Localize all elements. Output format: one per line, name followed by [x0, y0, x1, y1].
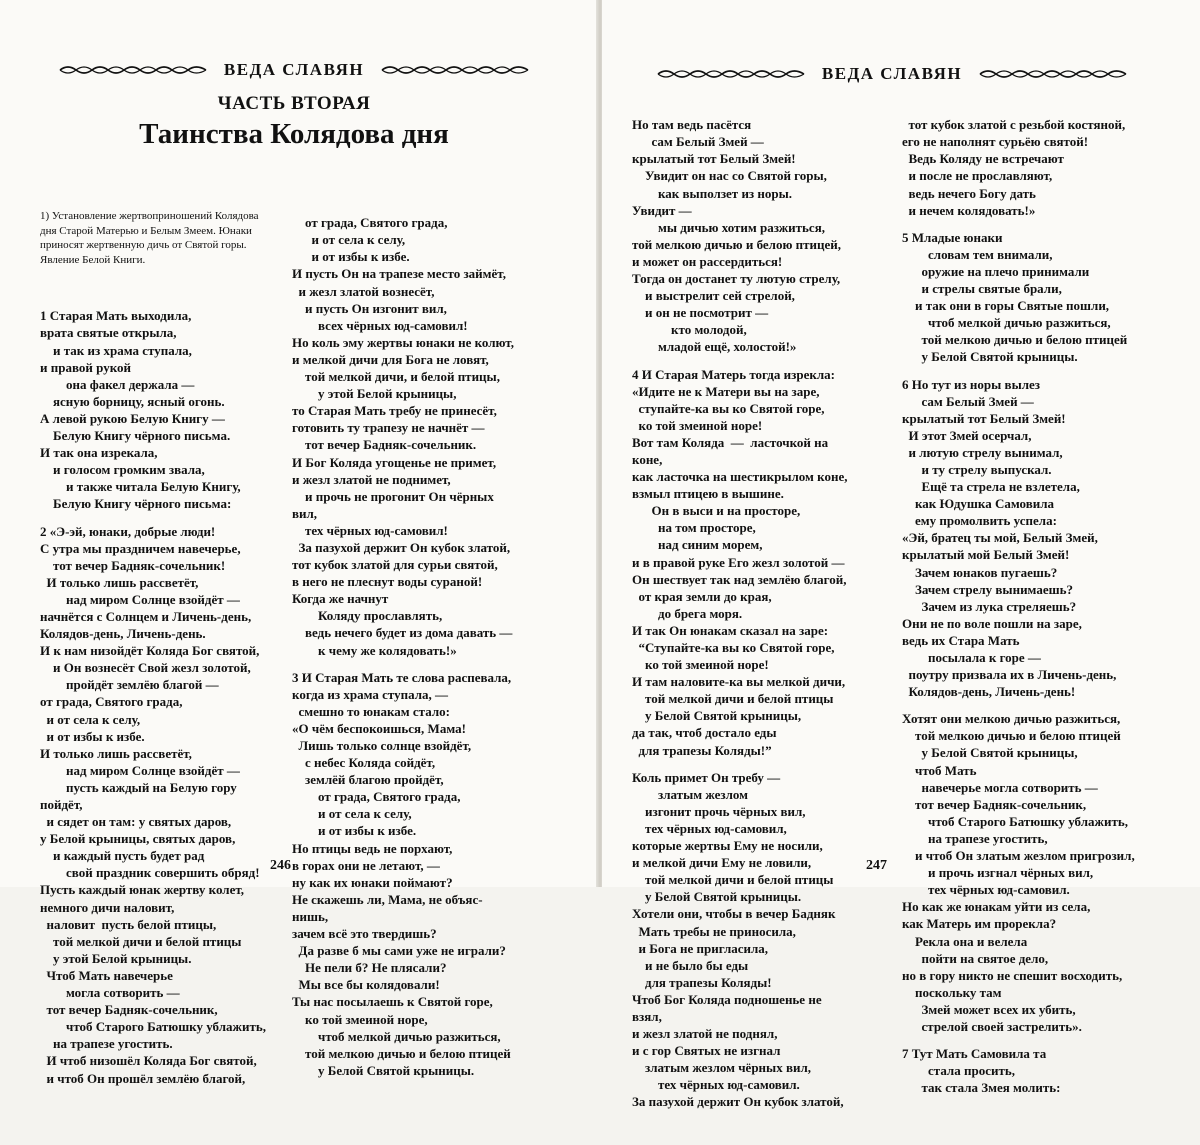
verse-line: Но птицы ведь не порхают, [292, 840, 453, 856]
verse-line: 7 Тут Мать Самовила та [902, 1046, 1047, 1062]
verse-line: той мелкою дичью и белою птицей, [632, 236, 842, 252]
verse-line: от града, Святого града, [292, 789, 461, 805]
verse-line: в него не плеснут воды сураной! [292, 574, 483, 590]
verse-line: Чтоб Бог Коляда подношенье не [632, 991, 822, 1007]
verse-line: Хотят они мелкою дичью разжиться, [902, 711, 1121, 727]
verse-line: смешно то юнакам стало: [292, 703, 450, 719]
ornament-left-icon [656, 67, 806, 81]
verse-line: и выстрелит сей стрелой, [632, 288, 795, 304]
verse-line: тех чёрных юд-самовил. [632, 1077, 800, 1093]
verse-line: от града, Святого града, [292, 215, 448, 231]
verse-line: поутру призвала их в Личень-день, [902, 667, 1117, 683]
verse-line: и голосом громким звала, [40, 462, 205, 478]
verse-line: до брега моря. [632, 605, 743, 621]
verse-line: и он не посмотрит — [632, 305, 769, 321]
verse-line: Пусть каждый юнак жертву колет, [40, 882, 245, 898]
verse-line: Увидит он нас со Святой горы, [632, 168, 827, 184]
verse-line: пройдёт землёю благой — [40, 677, 219, 693]
verse-line: сам Белый Змей — [632, 134, 764, 150]
verse-line: она факел держала — [40, 376, 195, 392]
verse-line: тот кубок златой для сурьи святой, [292, 557, 498, 573]
verse-line: коне, [632, 451, 663, 467]
verse-line: над миром Солнце взойдёт — [40, 762, 240, 778]
verse-line: и в правой руке Его жезл золотой — [632, 554, 845, 570]
verse-line: младой ещё, холостой!» [632, 339, 797, 355]
verse-line: у Белой Святой крыницы. [632, 889, 802, 905]
verse-line: и от избы к избе. [292, 823, 417, 839]
ornament-left-icon [58, 63, 208, 77]
verse-line: ведь их Стара Мать [902, 632, 1020, 648]
verse-line: и мелкой дичи для Бога не ловят, [292, 351, 489, 367]
verse-lines [632, 116, 894, 1110]
verse-line: и прочь изгнал чёрных вил, [902, 865, 1094, 881]
verse-line: у Белой Святой крыницы, [902, 745, 1078, 761]
verse-line: как ласточка на шестикрылом коне, [632, 469, 848, 485]
verse-line: ко той змеиной норе, [292, 1011, 428, 1027]
verse-line: «О чём беспокоишься, Мама! [292, 720, 466, 736]
stanza-gap [902, 700, 1164, 710]
verse-line: той мелкой дичи и белой птицы [632, 872, 834, 888]
verse-line: Не скажешь ли, Мама, не объяс- [292, 891, 483, 907]
verse-line: С утра мы праздничем навечерье, [40, 540, 241, 556]
ornament-right-icon [978, 67, 1128, 81]
chapter-title: Таинства Колядова дня [139, 118, 449, 150]
verse-line: немного дичи наловит, [40, 899, 175, 915]
verse-line: 6 Но тут из норы вылез [902, 376, 1041, 392]
verse-line: Но там ведь пасётся [632, 117, 752, 133]
verse-line: И только лишь рассветёт, [40, 574, 199, 590]
verse-line: Зачем стрелу вынимаешь? [902, 581, 1073, 597]
verse-line: зачем всё это твердишь? [292, 926, 437, 942]
verse-line: Колядов-день, Личень-день! [902, 684, 1076, 700]
verse-line: А левой рукою Белую Книгу — [40, 410, 225, 426]
verse-line: и пусть Он изгонит вил, [292, 300, 447, 316]
verse-line: той мелкою дичью и белою птицей [902, 728, 1121, 744]
verse-line: с небес Коляда сойдёт, [292, 755, 436, 771]
verse-line: и жезл златой не поднимет, [292, 471, 451, 487]
page-number: 246 [270, 858, 291, 873]
verse-line: Коляду прославлять, [292, 608, 443, 624]
verse-line: взял, [632, 1008, 662, 1024]
verse-line: Вот там Коляда — ласточкой на [632, 434, 829, 450]
running-head [40, 58, 548, 82]
verse-line: и чтоб Он златым жезлом пригрозил, [902, 848, 1135, 864]
verse-line: как выползет из норы. [632, 185, 793, 201]
verse-line: Рекла она и велела [902, 933, 1028, 949]
verse-line: и прочь не прогонит Он чёрных [292, 488, 494, 504]
verse-line: Белую Книгу чёрного письма: [40, 496, 232, 512]
verse-line: на трапезе угостить. [40, 1036, 173, 1052]
verse-line: мы дичью хотим разжиться, [632, 219, 825, 235]
verse-line: 5 Младые юнаки [902, 229, 1003, 245]
verse-line: Чтоб Мать навечерье [40, 967, 173, 983]
verse-line: кто молодой, [632, 322, 747, 338]
verse-line: 4 И Старая Матерь тогда изрекла: [632, 366, 835, 382]
left-page [0, 0, 598, 1086]
verse-line: стала просить, [902, 1063, 1015, 1079]
verse-line: для трапезы Коляды!” [632, 742, 772, 758]
verse-line: Зачем юнаков пугаешь? [902, 564, 1058, 580]
verse-line: и жезл златой не поднял, [632, 1026, 778, 1042]
verse-line: И чтоб низошёл Коляда Бог святой, [40, 1053, 257, 1069]
chapter-summary: 1) Установление жертвоприношений Колядова дня Старой Матерью и Белым Змеем. Юнаки приносят жертвенную дичь от Святой горы. Явление Белой Книги. [40, 210, 259, 266]
verse-line: и от села к селу, [292, 232, 406, 248]
running-title: ВЕДА СЛАВЯН [821, 64, 963, 83]
verse-line: на том просторе, [632, 520, 756, 536]
verse-line: словам тем внимали, [902, 246, 1053, 262]
verse-line: Он шествует так над землёю благой, [632, 571, 847, 587]
verse-line: и нечем колядовать!» [902, 202, 1036, 218]
verse-line: наловит пусть белой птицы, [40, 916, 217, 932]
verse-line: пойти на святое дело, [902, 950, 1049, 966]
verse-line: землёй благою пройдёт, [292, 772, 444, 788]
verse-line: той мелкой дичи и белой птицы [632, 691, 834, 707]
verse-line: ему промолвить успела: [902, 513, 1057, 529]
verse-line: к чему же колядовать!» [292, 642, 457, 658]
verse-line: и каждый пусть будет рад [40, 848, 205, 864]
verse-line: Да разве б мы сами уже не играли? [292, 943, 506, 959]
verse-line: на трапезе угостить, [902, 830, 1048, 846]
verse-line: посылала к горе — [902, 650, 1041, 665]
verse-line: тех чёрных юд-самовил! [292, 522, 448, 538]
verse-line: чтоб мелкой дичью разжиться, [292, 1028, 501, 1044]
verse-lines [292, 214, 554, 1079]
verse-line: Хотели они, чтобы в вечер Бадняк [632, 906, 836, 922]
verse-line: Колядов-день, Личень-день. [40, 626, 206, 642]
running-title: ВЕДА СЛАВЯН [223, 60, 365, 79]
verse-line: у Белой крыницы, святых даров, [40, 831, 236, 847]
verse-line: как Матерь им прорекла? [902, 916, 1057, 932]
verse-line: и Он вознесёт Свой жезл золотой, [40, 660, 251, 676]
verse-line: Не пели б? Не плясали? [292, 960, 447, 976]
verse-line: над синим морем, [632, 537, 763, 553]
verse-line: 1 Старая Мать выходила, [40, 308, 192, 324]
verse-line: у Белой Святой крыницы, [632, 708, 802, 724]
verse-line: и жезл златой вознесёт, [292, 283, 435, 299]
verse-line: Ещё та стрела не взлетела, [902, 479, 1080, 495]
verse-line: чтоб Мать [902, 762, 977, 778]
verse-line: ступайте-ка вы ко Святой горе, [632, 400, 825, 416]
verse-line: всех чёрных юд-самовил! [292, 317, 468, 333]
verse-line: и от села к селу, [292, 806, 412, 822]
verse-line: могла сотворить — [40, 985, 180, 1001]
verse-line: Тогда он достанет ту лютую стрелу, [632, 271, 841, 287]
verse-line: когда из храма ступала, — [292, 686, 448, 702]
verse-line: Когда же начнут [292, 591, 389, 607]
verse-line: у этой Белой крыницы, [292, 386, 457, 402]
verse-line: пойдёт, [40, 797, 83, 812]
verse-line: тот вечер Бадняк-сочельник, [40, 1002, 218, 1018]
verse-line: И Бог Коляда угощенье не примет, [292, 454, 497, 470]
verse-line: нишь, [292, 908, 329, 924]
right-page [602, 0, 1200, 1110]
verse-line: За пазухой держит Он кубок златой, [632, 1094, 844, 1110]
verse-line: И так она изрекала, [40, 445, 158, 461]
verse-line: За пазухой держит Он кубок златой, [292, 539, 511, 555]
verse-line: то Старая Мать требу не принесёт, [292, 403, 497, 419]
verse-line: врата святые открыла, [40, 325, 177, 341]
verse-line: его не наполнят сурьёю святой! [902, 134, 1089, 150]
verse-line: как Юдушка Самовила [902, 496, 1054, 512]
verse-line: «Идите не к Матери вы на заре, [632, 383, 820, 399]
verse-line: и так из храма ступала, [40, 342, 192, 358]
verse-line: 3 И Старая Мать те слова распевала, [292, 669, 512, 685]
verse-line: и от села к селу, [40, 711, 141, 727]
verse-line: той мелкою дичью и белою птицей [292, 1045, 511, 1061]
verse-line: Белую Книгу чёрного письма. [40, 428, 231, 444]
verse-line: но в гору никто не спешит восходить, [902, 967, 1123, 983]
verse-line: и от избы к избе. [292, 249, 410, 265]
verse-line: ведь нечего будет из дома давать — [292, 625, 513, 641]
verse-line: тот кубок златой с резьбой костяной, [902, 117, 1126, 133]
verse-line: и также читала Белую Книгу, [40, 479, 241, 495]
verse-line: навечерье могла сотворить — [902, 779, 1098, 795]
verse-line: пусть каждый на Белую гору [40, 779, 237, 795]
verse-line: «Эй, братец ты мой, Белый Змей, [902, 530, 1098, 546]
verse-line: которые жертвы Ему не носили, [632, 838, 823, 854]
verse-line: и стрелы святые брали, [902, 281, 1062, 297]
verse-line: той мелкою дичью и белою птицей [902, 332, 1128, 348]
verse-line: и после не прославляют, [902, 168, 1053, 184]
verse-line: Но коль эму жертвы юнаки не колют, [292, 334, 514, 350]
verse-line: взмыл птицею в вышине. [632, 486, 784, 502]
verse-line: и лютую стрелу вынимал, [902, 444, 1063, 460]
verse-line: тех чёрных юд-самовил. [902, 882, 1070, 898]
verse-line: И этот Змей осерчал, [902, 427, 1032, 443]
verse-line: от града, Святого града, [40, 694, 183, 710]
ornament-right-icon [380, 63, 530, 77]
verse-line: и так они в горы Святые пошли, [902, 298, 1110, 314]
verse-line: сам Белый Змей — [902, 393, 1034, 409]
verse-line: тот вечер Бадняк-сочельник. [292, 437, 477, 453]
verse-line: чтоб мелкой дичью разжиться, [902, 315, 1111, 331]
verse-line: чтоб Старого Батюшку ублажить, [902, 813, 1128, 829]
part-title: ЧАСТЬ ВТОРАЯ [217, 93, 371, 114]
verse-line: и с гор Святых не изгнал [632, 1043, 781, 1059]
verse-line: и не было бы еды [632, 957, 749, 973]
verse-line: Но как же юнакам уйти из села, [902, 899, 1091, 915]
verse-line: тот вечер Бадняк-сочельник! [40, 557, 226, 573]
verse-line: готовить ту трапезу не начнёт — [292, 420, 485, 436]
verse-line: и мелкой дичи Ему не ловили, [632, 855, 812, 871]
verse-line: крылатый тот Белый Змей! [902, 410, 1066, 426]
verse-line: свой праздник совершить обряд! [40, 865, 260, 881]
verse-line: чтоб Старого Батюшку ублажить, [40, 1019, 266, 1035]
verse-line: стрелой своей застрелить». [902, 1018, 1082, 1034]
text-column-right-2 [902, 82, 1164, 1131]
stanza-gap [902, 366, 1164, 376]
verse-line: Увидит — [632, 202, 692, 218]
verse-line: тех чёрных юд-самовил, [632, 820, 787, 836]
verse-line: в горах они не летают, — [292, 857, 440, 873]
verse-line: ну как их юнаки поймают? [292, 874, 453, 890]
verse-line: И только лишь рассветёт, [40, 745, 192, 761]
verse-line: и правой рукой [40, 359, 131, 375]
verse-line: от края земли до края, [632, 588, 772, 604]
verse-line: Зачем из лука стреляешь? [902, 598, 1077, 614]
verse-line: и ту стрелу выпускал. [902, 461, 1052, 477]
verse-line: вил, [292, 505, 318, 521]
verse-line: начнётся с Солнцем и Личень-день, [40, 608, 252, 624]
verse-line: И так Он юнакам сказал на заре: [632, 622, 829, 638]
verse-line: изгонит прочь чёрных вил, [632, 803, 806, 819]
verse-line: Змей может всех их убить, [902, 1001, 1076, 1017]
verse-line: так стала Змея молить: [902, 1080, 1061, 1096]
verse-line: поскольку там [902, 984, 1002, 1000]
verse-line: ко той змеиной норе! [632, 417, 763, 433]
verse-line: у Белой Святой крыницы. [902, 349, 1078, 365]
verse-line: И к нам низойдёт Коляда Бог святой, [40, 643, 260, 659]
verse-line: златым жезлом [632, 786, 748, 802]
stanza-gap [902, 1035, 1164, 1045]
verse-line: да так, чтоб достало еды [632, 725, 777, 741]
verse-line: крылатый мой Белый Змей! [902, 547, 1070, 563]
verse-line: и сядет он там: у святых даров, [40, 814, 232, 830]
verse-line: у Белой Святой крыницы. [292, 1062, 475, 1078]
stanza-gap [40, 513, 276, 523]
verse-line: Коль примет Он требу — [632, 769, 781, 785]
verse-line: крылатый тот Белый Змей! [632, 151, 796, 167]
verse-line: над миром Солнце взойдёт — [40, 591, 240, 607]
verse-line: той мелкой дичи и белой птицы [40, 933, 242, 949]
verse-line: Мы все бы колядовали! [292, 977, 440, 993]
verse-line: и может он рассердиться! [632, 253, 783, 269]
stanza-gap [632, 356, 894, 366]
verse-line: ясную борницу, ясный огонь. [40, 393, 225, 409]
verse-line: тот вечер Бадняк-сочельник, [902, 796, 1087, 812]
verse-line: И там наловите-ка вы мелкой дичи, [632, 674, 846, 690]
verse-line: И пусть Он на трапезе место займёт, [292, 266, 506, 282]
text-column-right-1 [632, 82, 894, 1145]
verse-line: 2 «Э-эй, юнаки, добрые люди! [40, 523, 216, 539]
verse-line: оружие на плечо принимали [902, 263, 1090, 279]
stanza-gap [292, 659, 554, 669]
verse-line: и Бога не пригласила, [632, 940, 769, 956]
verse-line: Он в выси и на просторе, [632, 503, 801, 519]
verse-line: Ты нас посылаешь к Святой горе, [292, 994, 493, 1010]
verse-lines [40, 307, 276, 1086]
verse-line: “Ступайте-ка вы ко Святой горе, [632, 640, 835, 655]
verse-lines [902, 116, 1164, 1096]
verse-line: для трапезы Коляды! [632, 974, 772, 990]
verse-line: златым жезлом чёрных вил, [632, 1060, 811, 1076]
verse-line: у этой Белой крыницы. [40, 950, 192, 966]
verse-line: и чтоб Он прошёл землёю благой, [40, 1070, 246, 1086]
verse-line: Они не по воле пошли на заре, [902, 615, 1082, 631]
verse-line: и от избы к избе. [40, 728, 145, 744]
verse-line: той мелкой дичи, и белой птицы, [292, 369, 500, 385]
verse-line: Лишь только солнце взойдёт, [292, 738, 472, 753]
text-column-left-2 [292, 180, 554, 1113]
verse-line: Ведь Коляду не встречают [902, 151, 1064, 167]
page-number: 247 [866, 858, 887, 873]
verse-line: ведь нечего Богу дать [902, 185, 1036, 201]
verse-line: Мать требы не приносила, [632, 923, 796, 939]
stanza-gap [632, 759, 894, 769]
stanza-gap [902, 219, 1164, 229]
text-column-left-1 [40, 175, 276, 1121]
verse-line: ко той змеиной норе! [632, 657, 769, 673]
